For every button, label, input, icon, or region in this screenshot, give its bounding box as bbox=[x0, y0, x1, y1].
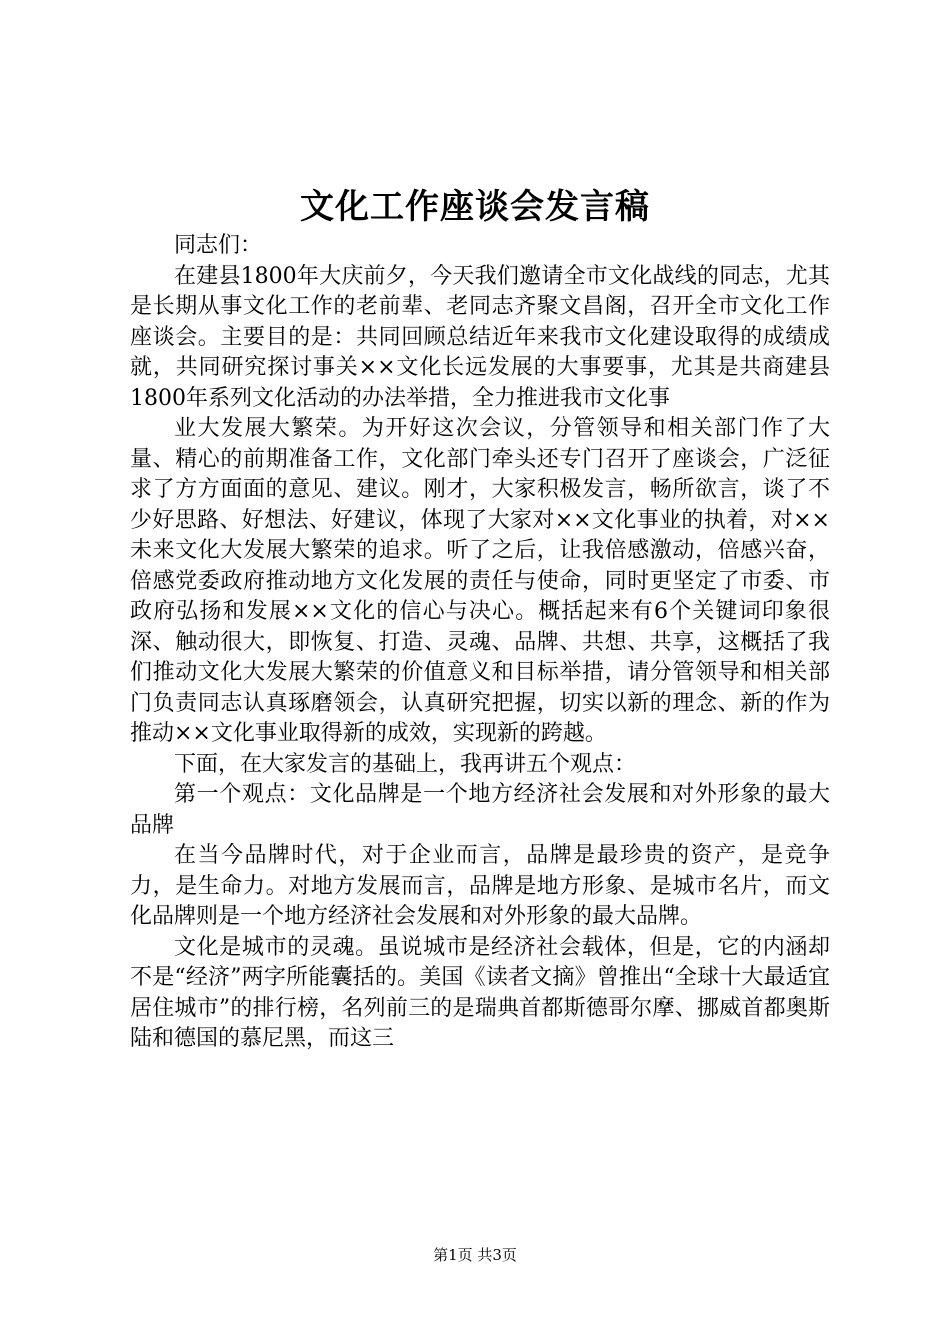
body-paragraph: 在当今品牌时代，对于企业而言，品牌是最珍贵的资产，是竞争力，是生命力。对地方发展而言，品牌是地方形象、是城市名片，而文化品牌则是一个地方经济社会发展和对外形象的最大品牌。 bbox=[130, 843, 830, 929]
salutation-paragraph: 同志们： bbox=[174, 233, 263, 258]
body-paragraph: 业大发展大繁荣。为开好这次会议，分管领导和相关部门作了大量、精心的前期准备工作，文化部门牵头还专门召开了座谈会，广泛征求了方方面面的意见、建议。刚才，大家积极发言，畅所欲言，谈了不少好思路、好想法、好建议，体现了大家对××文化事业的执着，对××未来文化大发展大繁荣的追求。听了之后，让我倍感激动，倍感兴奋，倍感党委政府推动地方文化发展的责任与使命，同时更坚定了市委、市政府弘扬和发展××文化的信心与决心。概括起来有6个关键词印象很深、触动很大，即恢复、打造、灵魂、品牌、共想、共享，这概括了我们推动文化大发展大繁荣的价值意义和目标举措，请分管领导和相关部门负责同志认真琢磨领会，认真研究把握，切实以新的理念、新的作为推动××文化事业取得新的成效，实现新的跨越。 bbox=[130, 416, 830, 746]
section-heading-paragraph: 第一个观点：文化品牌是一个地方经济社会发展和对外形象的最大品牌 bbox=[130, 782, 830, 838]
body-paragraph: 在建县1800年大庆前夕，今天我们邀请全市文化战线的同志，尤其是长期从事文化工作的老前辈、老同志齐聚文昌阁，召开全市文化工作座谈会。主要目的是：共同回顾总结近年来我市文化建设取得的成绩成就，共同研究探讨事关××文化长远发展的大事要事，尤其是共商建县1800年系列文化活动的办法举措，全力推进我市文化事 bbox=[130, 263, 830, 411]
body-paragraph: 文化是城市的灵魂。虽说城市是经济社会载体，但是，它的内涵却不是“经济”两字所能囊括的。美国《读者文摘》曾推出“全球十大最适宜居住城市”的排行榜，名列前三的是瑞典首都斯德哥尔摩、挪威首都奥斯陆和德国的慕尼黑，而这三 bbox=[130, 934, 830, 1051]
page-number-footer: 第1页 共3页 bbox=[433, 1246, 517, 1264]
document-title: 文化工作座谈会发言稿 bbox=[300, 187, 650, 227]
body-paragraph: 下面，在大家发言的基础上，我再讲五个观点： bbox=[174, 751, 637, 777]
document-body bbox=[130, 231, 830, 1055]
